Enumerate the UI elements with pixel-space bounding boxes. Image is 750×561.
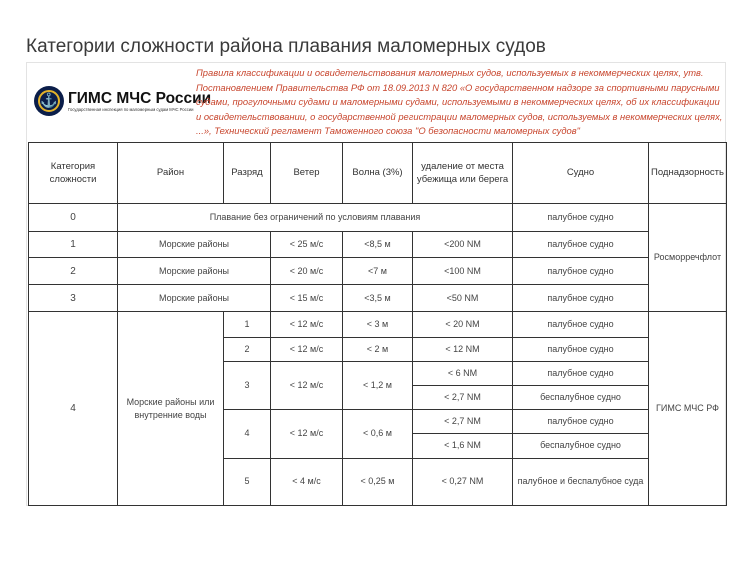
grade-cell: 5: [224, 458, 271, 506]
vessel-cell: палубное судно: [513, 257, 649, 284]
column-header: Судно: [513, 143, 649, 204]
category-cell: 3: [29, 285, 118, 312]
wave-cell: < 3 м: [343, 312, 413, 337]
category-cell: 4: [29, 312, 118, 506]
wind-cell: < 20 м/с: [271, 257, 343, 284]
vessel-cell: палубное судно: [513, 361, 649, 385]
wave-cell: < 0,6 м: [343, 410, 413, 458]
vessel-cell: палубное судно: [513, 231, 649, 257]
wind-cell: < 12 м/с: [271, 312, 343, 337]
region-cell: Морские районы: [118, 285, 271, 312]
column-header: Поднадзорность: [649, 143, 727, 204]
logo-subtitle: Государственная инспекция по маломерным судам МЧС России: [68, 106, 194, 112]
column-header: Район: [118, 143, 224, 204]
vessel-cell: палубное судно: [513, 203, 649, 231]
column-header: Ветер: [271, 143, 343, 204]
supervision-cell: ГИМС МЧС РФ: [649, 312, 727, 506]
vessel-cell: беспалубное судно: [513, 385, 649, 409]
page-title: Категории сложности района плавания маломерных судов: [26, 36, 546, 57]
table-row: [29, 231, 727, 257]
supervision-cell: Росморречфлот: [649, 203, 727, 312]
table-header-row: [29, 143, 727, 204]
wind-cell: < 25 м/с: [271, 231, 343, 257]
region-cell: Морские районы: [118, 231, 271, 257]
grade-cell: 1: [224, 312, 271, 337]
distance-cell: <200 NM: [413, 231, 513, 257]
column-header: Категория сложности: [29, 143, 118, 204]
wave-cell: <3,5 м: [343, 285, 413, 312]
category-cell: 1: [29, 231, 118, 257]
distance-cell: < 1,6 NM: [413, 434, 513, 458]
logo-name: ГИМС МЧС России: [68, 89, 212, 107]
regulation-text: Правила классификации и освидетельствования маломерных судов, используемых в некоммерческих целях, утв. Постановлением Правительства РФ от 18.09.2013 N 820 «О государственном надзоре за спортивными парусными судами, прогулочными судами и маломерными судами, используемыми в некоммерческих целях, об их классификации и освидетельствовании, о государственной регистрации маломерных судов, используемых в некоммерческих целях, ...», Технический регламент Таможенного союза "О безопасности маломерных судов": [196, 67, 723, 136]
distance-cell: < 6 NM: [413, 361, 513, 385]
wind-cell: < 12 м/с: [271, 410, 343, 458]
vessel-cell: палубное судно: [513, 285, 649, 312]
grade-cell: 4: [224, 410, 271, 458]
vessel-cell: палубное судно: [513, 312, 649, 337]
table-row: [29, 203, 727, 231]
vessel-cell: беспалубное судно: [513, 434, 649, 458]
description-cell: Плавание без ограничений по условиям плавания: [118, 203, 513, 231]
wind-cell: < 15 м/с: [271, 285, 343, 312]
region-cell: Морские районы: [118, 257, 271, 284]
distance-cell: < 2,7 NM: [413, 410, 513, 434]
wave-cell: < 1,2 м: [343, 361, 413, 409]
grade-cell: 2: [224, 337, 271, 361]
wind-cell: < 12 м/с: [271, 337, 343, 361]
distance-cell: < 12 NM: [413, 337, 513, 361]
table-row: [29, 285, 727, 312]
anchor-emblem-icon: [34, 86, 64, 116]
category-table: [28, 142, 727, 506]
column-header: удаление от места убежища или берега: [413, 143, 513, 204]
table-row: [29, 312, 727, 337]
wind-cell: < 12 м/с: [271, 361, 343, 409]
category-cell: 0: [29, 203, 118, 231]
grade-cell: 3: [224, 361, 271, 409]
region-cell: Морские районы или внутренние воды: [118, 312, 224, 506]
logo-text: [68, 91, 211, 112]
column-header: Волна (3%): [343, 143, 413, 204]
distance-cell: <100 NM: [413, 257, 513, 284]
column-header: Разряд: [224, 143, 271, 204]
category-cell: 2: [29, 257, 118, 284]
table-row: [29, 257, 727, 284]
wave-cell: < 2 м: [343, 337, 413, 361]
distance-cell: <50 NM: [413, 285, 513, 312]
distance-cell: < 20 NM: [413, 312, 513, 337]
vessel-cell: палубное и беспалубное суда: [513, 458, 649, 506]
wind-cell: < 4 м/с: [271, 458, 343, 506]
wave-cell: <8,5 м: [343, 231, 413, 257]
vessel-cell: палубное судно: [513, 410, 649, 434]
wave-cell: < 0,25 м: [343, 458, 413, 506]
wave-cell: <7 м: [343, 257, 413, 284]
gims-logo: [34, 86, 211, 116]
vessel-cell: палубное судно: [513, 337, 649, 361]
distance-cell: < 2,7 NM: [413, 385, 513, 409]
distance-cell: < 0,27 NM: [413, 458, 513, 506]
